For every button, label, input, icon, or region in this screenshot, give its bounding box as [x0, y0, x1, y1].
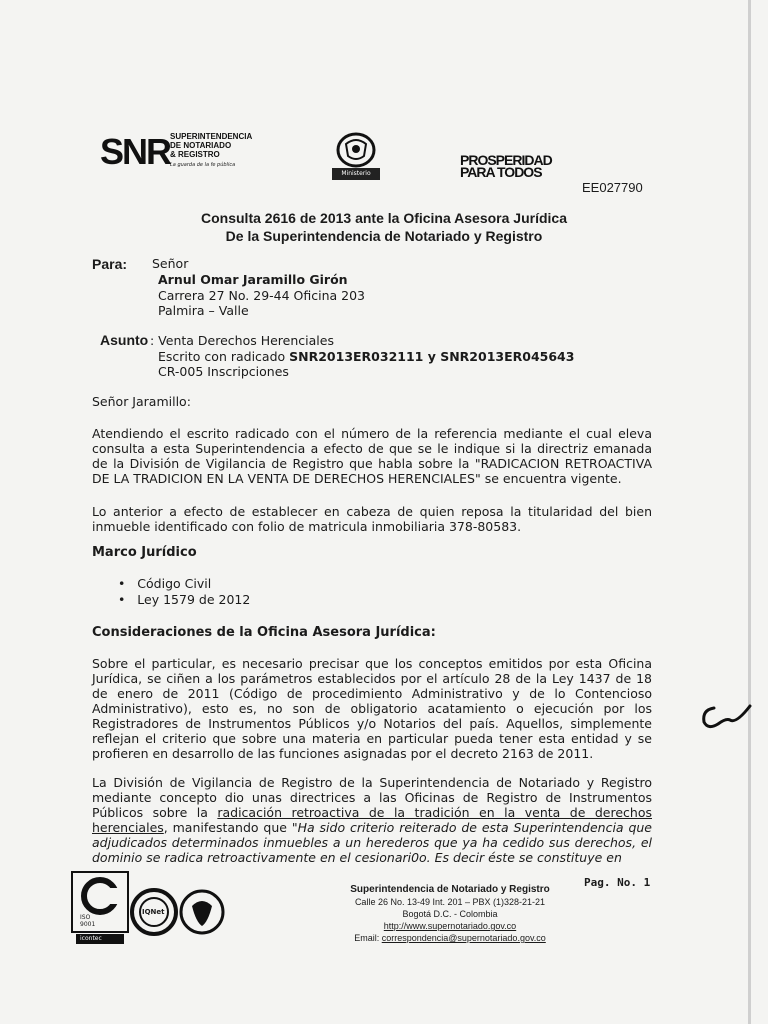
subject-line-3: CR-005 Inscripciones	[158, 364, 289, 379]
reference-code: EE027790	[582, 180, 643, 195]
paragraph-3: Sobre el particular, es necesario precisar que los conceptos emitidos por esta Oficina Jurídica, se ciñen a los parámetros establecidos por el artículo 28 de la Ley 1437 de 18 de enero de 2011 (Código de procedimiento Administrativo y de lo Contencioso Administrativo), esto es, no son de obligatorio acatamiento o ejecución por los Registradores de Instrumentos Públicos y/o Notarios del país. Aquellos, simplemente reflejan el criterio que sobre una materia en particular pueda tener esta entidad y se profieren en desarrollo de las funciones asignadas por el decreto 2163 de 2011.	[92, 656, 652, 761]
list-item: • Código Civil	[118, 576, 212, 591]
marco-juridico-heading: Marco Jurídico	[92, 545, 197, 560]
paragraph-2: Lo anterior a efecto de establecer en cabeza de quien reposa la titularidad del bien inmueble identificado con folio de matricula inmobiliaria 378-80583.	[92, 504, 652, 534]
footer-contact	[330, 884, 570, 944]
iso-label: ISO 9001	[80, 914, 96, 928]
footer-org-name: Superintendencia de Notariado y Registro	[350, 884, 550, 895]
prosperidad-logo	[460, 154, 552, 178]
subject-radicado-prefix: Escrito con radicado	[158, 349, 290, 364]
prosperidad-line-2: PARA TODOS	[460, 164, 542, 180]
iqnet-label: IQNet	[142, 908, 165, 916]
document-title-line-1: Consulta 2616 de 2013 ante la Oficina Asesora Jurídica	[201, 210, 567, 226]
paragraph-4-text-b: , manifestando que "	[163, 820, 298, 835]
footer-email	[330, 932, 570, 944]
greeting: Señor Jaramillo:	[92, 394, 191, 409]
footer-city: Bogotá D.C. - Colombia	[402, 909, 498, 919]
paragraph-1: Atendiendo el escrito radicado con el número de la referencia mediante el cual eleva consulta a esta Superintendencia a efecto de que se le indique si la directriz emanada de la División de Vigilancia de Registro que habla sobre la "RADICACION RETROACTIVA DE LA TRADICION EN LA VENTA DE DERECHOS HERENCIALES" se encuentra vigente.	[92, 426, 652, 486]
footer-address: Calle 26 No. 13-49 Int. 201 – PBX (1)328-21-21	[354, 897, 546, 907]
list-item-text: Código Civil	[137, 576, 212, 591]
icontec-label: icontec	[80, 935, 102, 942]
ministry-label: Ministerio	[332, 168, 380, 180]
recipient-city: Palmira – Valle	[158, 303, 249, 318]
subject-label: Asunto	[100, 332, 149, 348]
footer-email-link[interactable]: correspondencia@supernotariado.gov.co	[381, 933, 546, 943]
snr-logo-letters: SNR	[100, 131, 171, 172]
footer-website-link[interactable]: http://www.supernotariado.gov.co	[383, 921, 517, 931]
paragraph-4	[92, 775, 652, 865]
quality-seal-icon	[178, 888, 226, 936]
prosperidad-line-1: PROSPERIDAD	[460, 152, 552, 168]
snr-logo-text	[170, 132, 252, 159]
snr-tagline: La guarda de la fe pública	[170, 162, 236, 168]
consideraciones-heading: Consideraciones de la Oficina Asesora Jurídica:	[92, 625, 436, 640]
document-title-line-2: De la Superintendencia de Notariado y Registro	[225, 228, 543, 244]
handwritten-initial-mark	[700, 700, 754, 734]
subject-radicado-numbers: SNR2013ER032111 y SNR2013ER045643	[289, 349, 575, 364]
snr-logo-line-2: DE NOTARIADO	[170, 141, 232, 150]
paragraph-4-text-a: La División de Vigilancia de Registro de la Superintendencia de Notariado y Registro mediante concepto dio unas directrices a las Oficinas de Registro de Instrumentos Públicos sobre la	[92, 775, 652, 820]
footer-email-label: Email:	[354, 933, 382, 943]
recipient-salutation: Señor	[152, 256, 189, 271]
recipient-name: Arnul Omar Jaramillo Girón	[158, 272, 348, 287]
recipient-label: Para:	[92, 256, 128, 272]
snr-logo-line-1: SUPERINTENDENCIA	[170, 132, 253, 141]
recipient-address: Carrera 27 No. 29-44 Oficina 203	[158, 288, 366, 303]
list-item: • Ley 1579 de 2012	[118, 592, 251, 607]
list-item-text: Ley 1579 de 2012	[137, 592, 251, 607]
page-number: Pag. No. 1	[584, 876, 651, 889]
subject-line-2	[158, 349, 574, 365]
snr-logo	[100, 131, 253, 172]
paragraph-4-underlined: radicación retroactiva de la tradición en la venta de derechos herenciales	[92, 805, 652, 835]
page-edge-shadow	[748, 0, 751, 1024]
subject-line-1: : Venta Derechos Herenciales	[150, 333, 334, 348]
paragraph-4-italic-quote: Ha sido criterio reiterado de esta Superintendencia que adjudicados determinados inmuebles a un herederos que ya ha cedido sus derechos, el dominio se radica retroactivamente en el cesionari0o. Es decir éste se constituye en	[92, 820, 652, 865]
snr-logo-line-3: & REGISTRO	[170, 150, 220, 159]
